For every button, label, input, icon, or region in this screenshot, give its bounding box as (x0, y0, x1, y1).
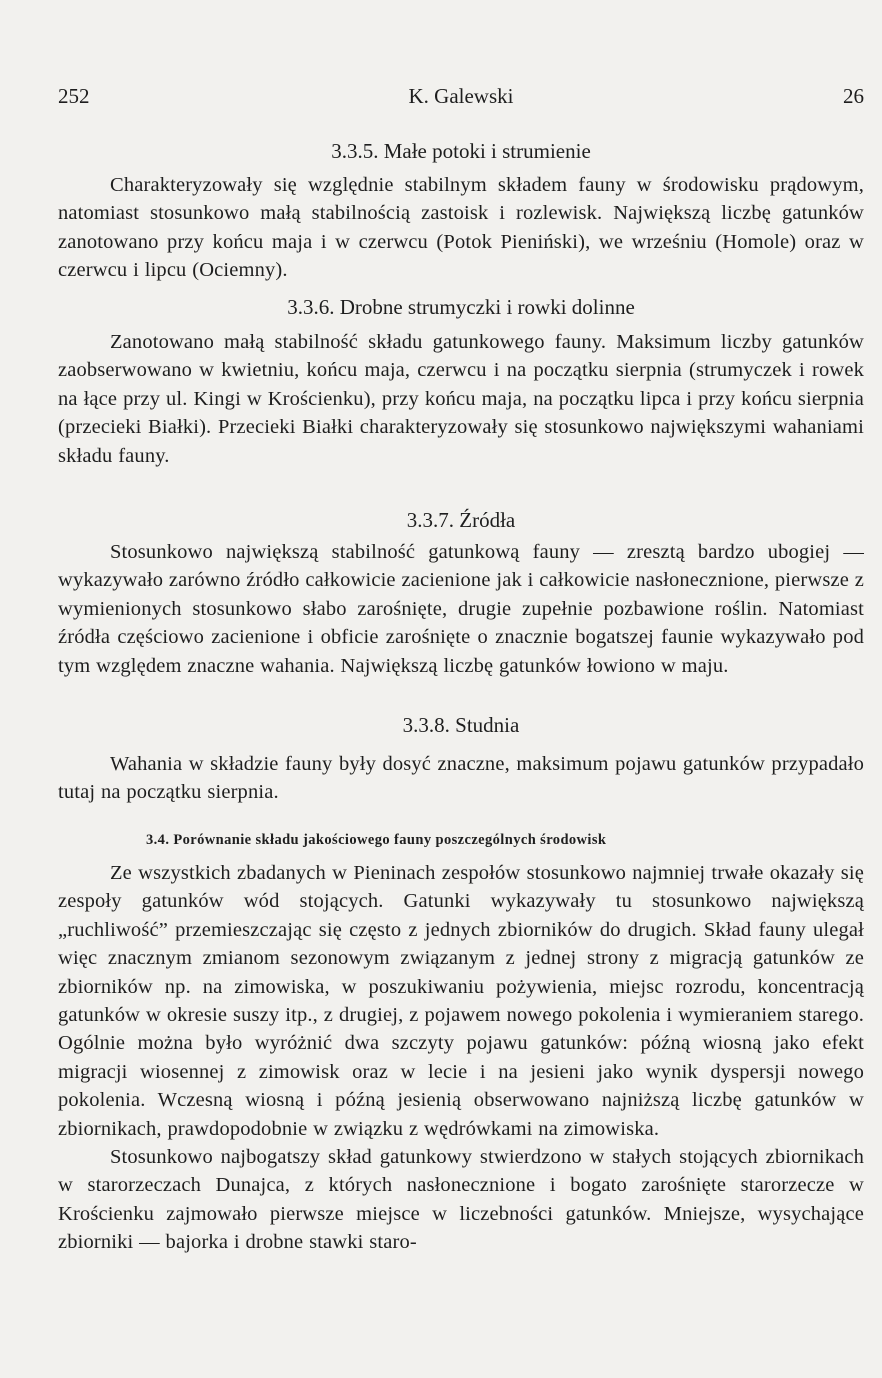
section-body-3-4 (58, 859, 864, 1257)
section-heading-3-3-6: 3.3.6. Drobne strumyczki i rowki dolinne (287, 295, 635, 319)
folio-number: 26 (843, 84, 864, 108)
running-header (58, 82, 864, 110)
section-heading-3-4: 3.4. Porównanie składu jakościowego fauny poszczególnych środowisk (146, 832, 607, 848)
section-body-3-3-8 (58, 750, 864, 807)
section-body-3-3-6 (58, 328, 864, 470)
section-heading-3-3-5: 3.3.5. Małe potoki i strumienie (331, 139, 591, 163)
paragraph: Wahania w składzie fauny były dosyć znaczne, maksimum pojawu gatunków przypadało tutaj na początku sierpnia. (58, 753, 864, 804)
paragraph: Ze wszystkich zbadanych w Pieninach zespołów stosunkowo najmniej trwałe okazały się zespoły gatunków wód stojących. Gatunki wykazywały tu stosunkowo największą „ruchliwość” przemieszczając się często z jednych zbiorników do drugich. Skład fauny ulegał więc znacznym zmianom sezonowym związanym z jednej strony z migracją gatunków ze zbiorników np. na zimowiska, w poszukiwaniu pożywienia, miejsc rozrodu, koncentracją gatunków w okresie suszy itp., z drugiej, z pojawem nowego pokolenia i wymieraniem starego. Ogólnie można było wyróżnić dwa szczyty pojawu gatunków: późną wiosną jako efekt migracji wiosennej z zimowisk oraz w lecie i na jesieni jako wynik dyspersji nowego pokolenia. Wczesną wiosną i późną jesienią obserwowano najniższą liczbę gatunków w zbiornikach, prawdopodobnie w związku z wędrówkami na zimowiska. (58, 862, 864, 1140)
section-heading-3-3-7: 3.3.7. Źródła (406, 508, 516, 532)
page-number: 252 (58, 84, 90, 108)
running-head-author: K. Galewski (408, 84, 514, 108)
section-body-3-3-5 (58, 171, 864, 285)
paragraph: Zanotowano małą stabilność składu gatunkowego fauny. Maksimum liczby gatunków zaobserwowano w kwietniu, końcu maja, czerwcu i na początku sierpnia (strumyczek i rowek na łące przy ul. Kingi w Krościenku), przy końcu maja, na początku lipca i przy końcu sierpnia (przecieki Białki). Przecieki Białki charakteryzowały się stosunkowo największymi wahaniami składu fauny. (58, 331, 864, 467)
paragraph: Stosunkowo najbogatszy skład gatunkowy stwierdzono w stałych stojących zbiornikach w starorzeczach Dunajca, z których nasłonecznione i bogato zarośnięte starorzecze w Krościenku zajmowało pierwsze miejsce w liczebności gatunków. Mniejsze, wysychające zbiorniki — bajorka i drobne stawki staro- (58, 1146, 864, 1254)
section-heading-3-3-8: 3.3.8. Studnia (402, 713, 520, 737)
paragraph: Stosunkowo największą stabilność gatunkową fauny — zresztą bardzo ubogiej — wykazywało zarówno źródło całkowicie zacienione jak i całkowicie nasłonecznione, pierwsze z wymienionych stosunkowo słabo zarośnięte, drugie zupełnie pozbawione roślin. Natomiast źródła częściowo zacienione i obficie zarośnięte o znacznie bogatszej faunie wykazywało pod tym względem znaczne wahania. Największą liczbę gatunków łowiono w maju. (58, 541, 864, 677)
section-body-3-3-7 (58, 538, 864, 680)
paragraph: Charakteryzowały się względnie stabilnym składem fauny w środowisku prądowym, natomiast stosunkowo małą stabilnością zastoisk i rozlewisk. Największą liczbę gatunków zanotowano przy końcu maja i w czerwcu (Potok Pieniński), we wrześniu (Homole) oraz w czerwcu i lipcu (Ociemny). (58, 174, 864, 282)
